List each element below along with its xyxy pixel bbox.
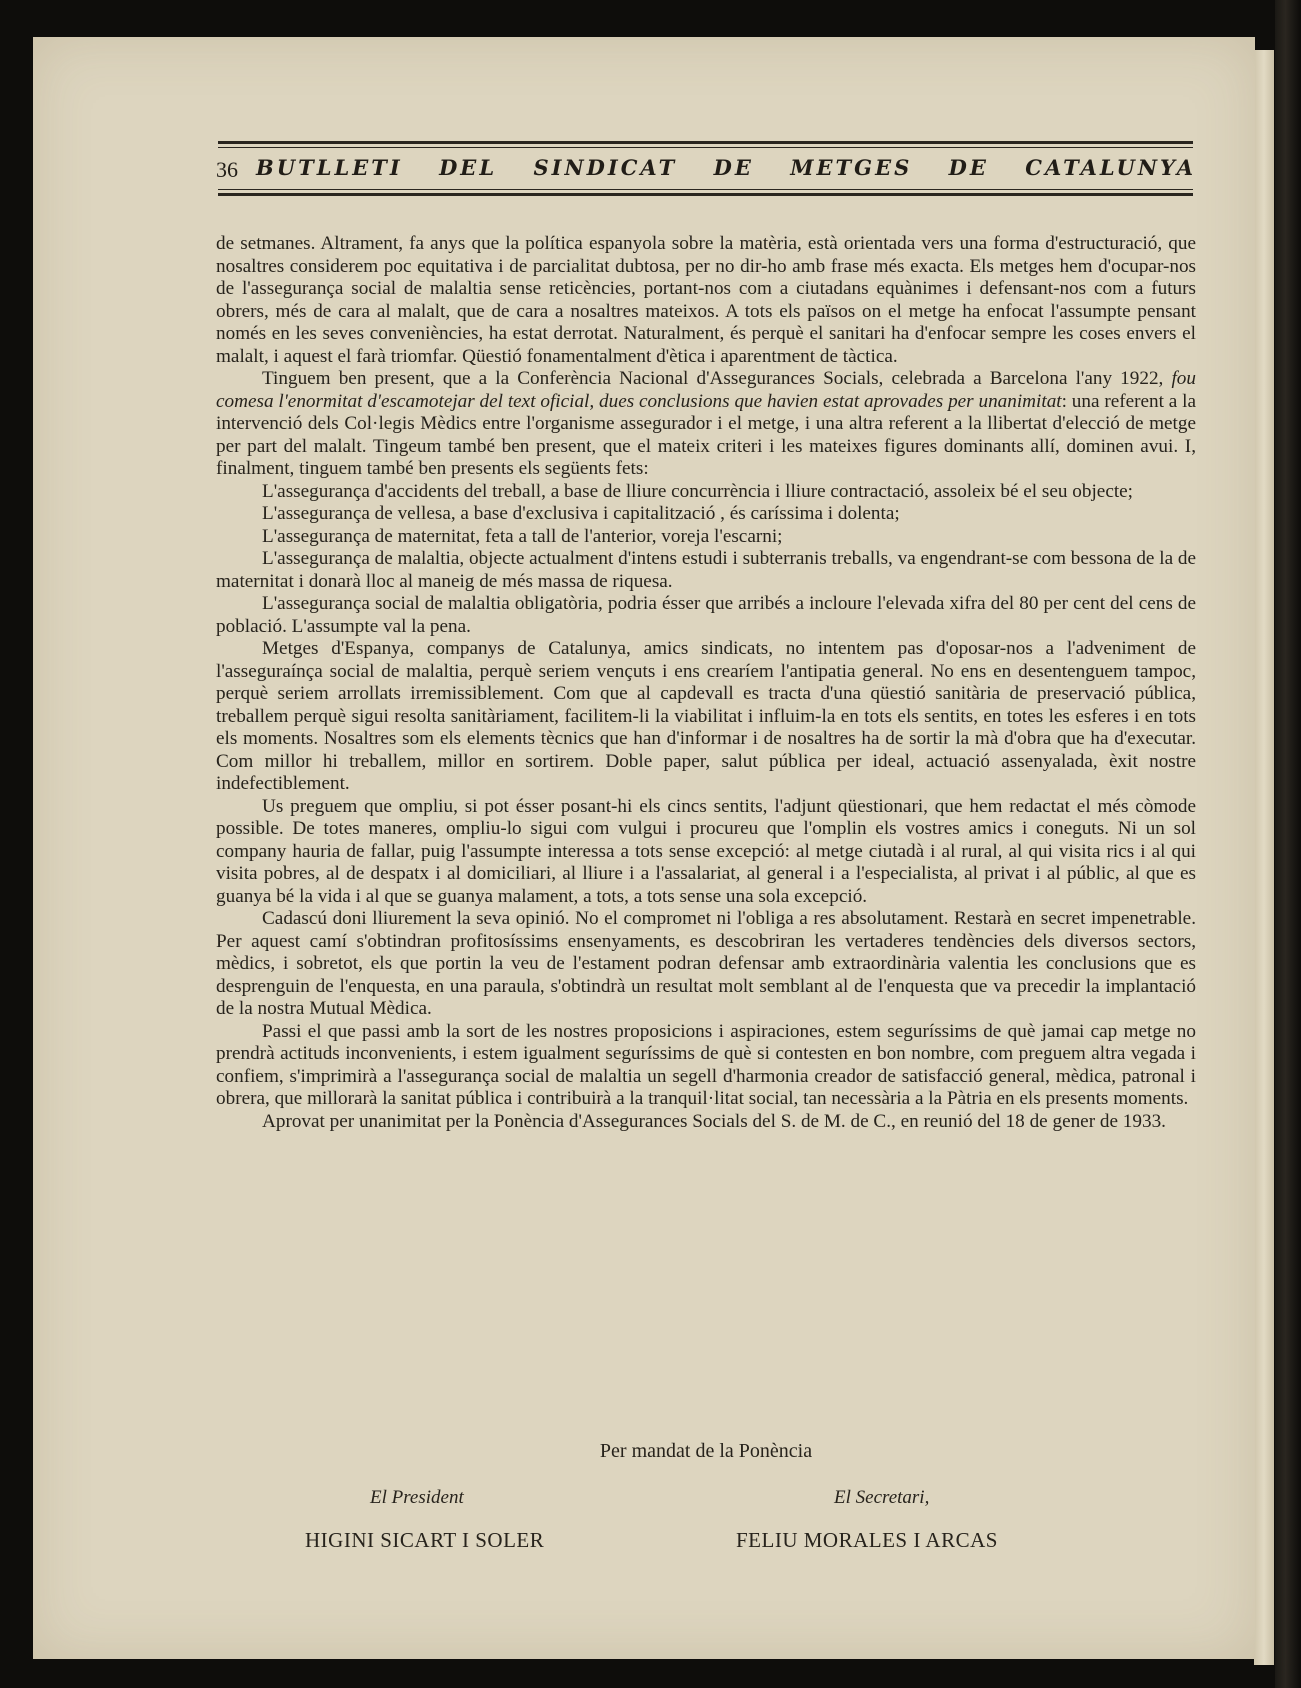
italic-passage: fou comesa l'enormitat d'escamotejar del text oficial, dues conclusions que havien estat aprovades per unanimitat [216, 368, 1196, 412]
header-rule-top [218, 141, 1193, 148]
paragraph: L'assegurança de malaltia, objecte actualment d'intens estudi i subterranis treballs, va engendrant-se com bessona de la de maternitat i donarà lloc al maneig de més massa de riquesa. [216, 548, 1196, 592]
paragraph: Cadascú doni lliurement la seva opinió. No el compromet ni l'obliga a res absolutament. Restarà en secret impenetrable. Per aquest camí s'obtindran profitosíssims ensenyaments, es descobriran les vertaderes tendències dels diversos sectors, mèdics, i sobretot, els que portin la veu de l'estament podran defensar amb extraordinària valentia les conclusions que es desprenguin de l'enquesta, en una paraula, s'obtindrà un resultat molt semblant al de l'enquesta que va precedir la implantació de la nostra Mutual Mèdica. [216, 908, 1196, 1019]
paragraph: de setmanes. Altrament, fa anys que la política espanyola sobre la matèria, està orientada vers una forma d'estructuració, que nosaltres considerem poc equitativa i de parcialitat dubtosa, per no dir-ho amb frase més exacta. Els metges hem d'ocupar-nos de l'assegurança social de malaltia sense reticències, portant-nos com a ciutadans equànimes i defensant-nos com a futurs obrers, més de cara al malalt, que de cara a nosaltres mateixos. A tots els països on el metge ha enfocat l'assumpte pensant només en les seves conveniències, ha estat derrotat. Naturalment, és perquè el sanitari ha d'enfocar sempre les coses envers el malalt, i aquest el farà triomfar. Qüestió fonamentalment d'ètica i aparentment de tàctica. [216, 233, 1196, 367]
mandate-line: Per mandat de la Ponència [599, 1440, 813, 1462]
secretary-name: FELIU MORALES I ARCAS [736, 1528, 998, 1552]
paragraph: Aprovat per unanimitat per la Ponència d'Assegurances Socials del S. de M. de C., en reunió del 18 de gener de 1933. [262, 1110, 1166, 1132]
president-name: HIGINI SICART I SOLER [305, 1528, 545, 1552]
header-rule-bottom [218, 189, 1193, 196]
article-body [216, 233, 1196, 1133]
secretary-role: El Secretari, [834, 1487, 930, 1508]
paragraph: Passi el que passi amb la sort de les nostres proposicions i aspiraciones, estem seguríssims de què jamai cap metge no prendrà actituds inconvenients, i estem igualment seguríssims de què si contesten en bon nombre, com preguem altra vegada i confiem, s'imprimirà a l'assegurança social de malaltia un segell d'harmonia creador de satisfacció general, mèdica, patronal i obrera, que millorarà la sanitat pública i contribuirà a la tranquil·litat social, tan necessària a la Pàtria en els presents moments. [216, 1020, 1196, 1109]
paragraph: L'assegurança social de malaltia obligatòria, podria ésser que arribés a incloure l'elevada xifra del 80 per cent del cens de població. L'assumpte val la pena. [216, 593, 1196, 637]
page-edge [1254, 50, 1274, 1665]
book-spine [1275, 0, 1301, 1688]
paragraph: L'assegurança d'accidents del treball, a base de lliure concurrència i lliure contractació, assoleix bé el seu objecte; [262, 480, 1134, 502]
president-role: El President [370, 1487, 464, 1508]
page-number: 36 [216, 157, 238, 182]
journal-title: BUTLLETI DEL SINDICAT DE METGES DE CATALUNYA [256, 155, 1196, 180]
paragraph: L'assegurança de maternitat, feta a tall de l'anterior, voreja l'escarni; [262, 525, 783, 547]
running-header [216, 155, 1196, 185]
document-page [33, 37, 1255, 1659]
paragraph: Tinguem ben present, que a la Conferència Nacional d'Assegurances Socials, celebrada a Barcelona l'any 1922, fou comesa l'enormitat d'escamotejar del text oficial, dues conclusions que havien estat aprovades per unanimitat: una referent a la intervenció dels Col·legis Mèdics entre l'organisme assegurador i el metge, i una altra referent a la llibertat d'elecció de metge per part del malalt. Tingeum també ben present, que el mateix criteri i les mateixes figures dominants allí, dominen avui. I, finalment, tinguem també ben presents els següents fets: [216, 368, 1197, 479]
paragraph: Metges d'Espanya, companys de Catalunya, amics sindicats, no intentem pas d'oposar-nos a l'adveniment de l'asseguraínça social de malaltia, perquè seriem vençuts i ens crearíem l'antipatia general. No ens en desentenguem tampoc, perquè seriem arrollats irremissiblement. Com que al capdevall es tracta d'una qüestió sanitària de preservació pública, treballem perquè sigui resolta sanitàriament, facilitem-li la viabilitat i influim-la en tots els sentits, en totes les esferes i en tots els moments. Nosaltres som els elements tècnics que han d'informar i de nosaltres ha de sortir la mà d'obra que ha d'executar. Com millor hi treballem, millor en sortirem. Doble paper, salut pública per ideal, actuació assenyalada, èxit nostre indefectiblement. [216, 638, 1196, 794]
paragraph: L'assegurança de vellesa, a base d'exclusiva i capitalització , és caríssima i dolenta; [262, 503, 900, 524]
paragraph: Us preguem que ompliu, si pot ésser posant-hi els cincs sentits, l'adjunt qüestionari, que hem redactat el més còmode possible. De totes maneres, ompliu-lo sigui com vulgui i procureu que l'omplin els vostres amics i coneguts. Ni un sol company hauria de fallar, puig l'assumpte interessa a tots sense excepció: al metge ciutadà i al rural, al qui visita rics i al qui visita pobres, al de despatx i al domiciliari, al lliure i a l'assalariat, al general i a l'especialista, al privat i al públic, al que es guanya bé la vida i al que se guanya malament, a tots, a tots sense una sola excepció. [216, 795, 1196, 907]
